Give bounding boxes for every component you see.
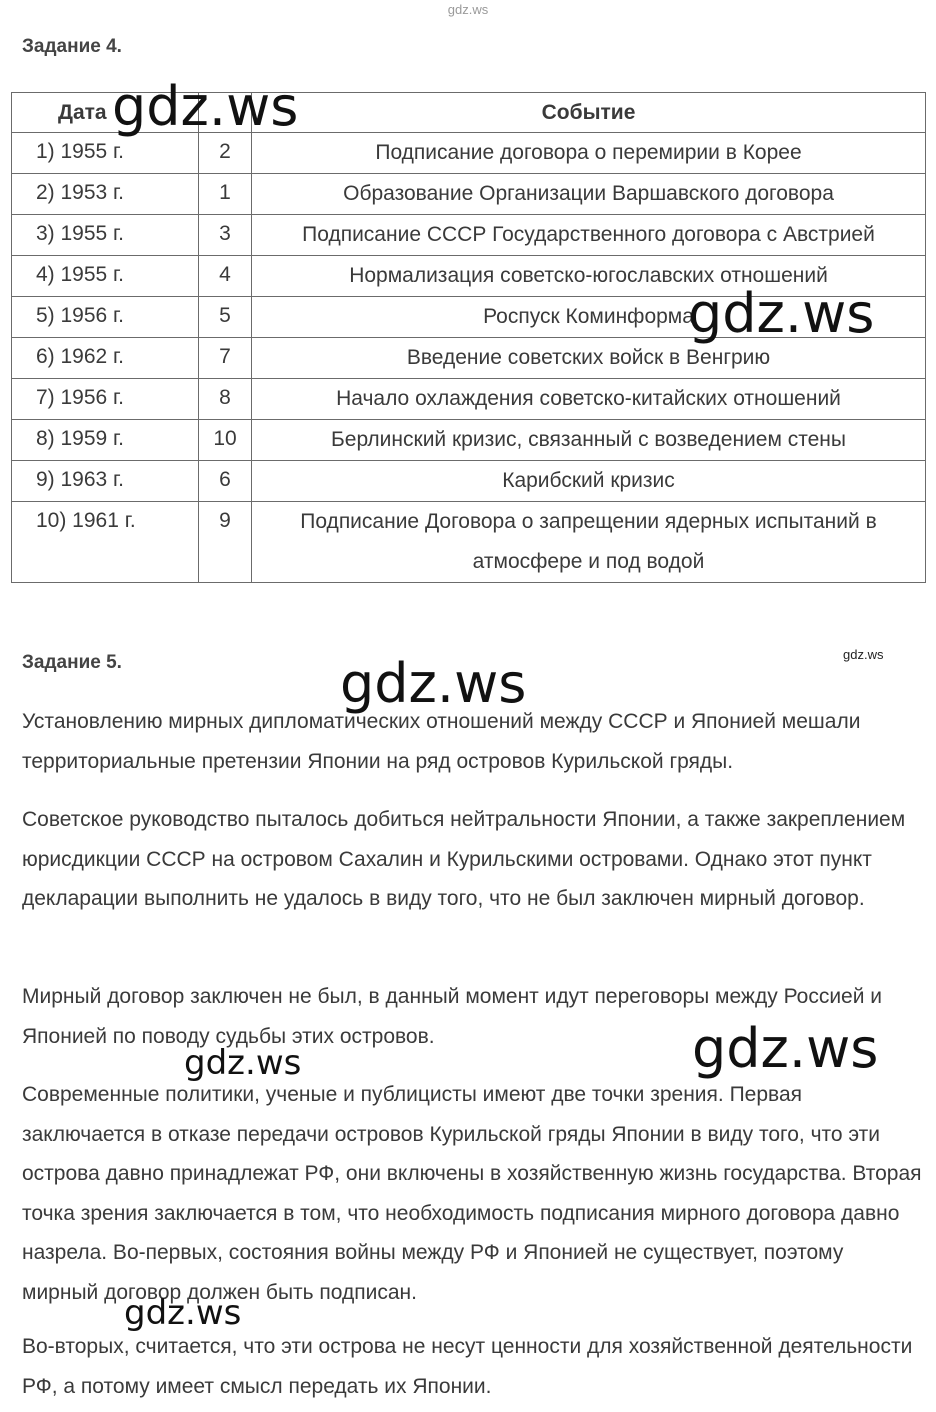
number-cell: 6 [199, 461, 252, 502]
event-cell: Подписание договора о перемирии в Корее [252, 133, 926, 174]
table-row [12, 379, 926, 420]
number-cell: 5 [199, 297, 252, 338]
paragraph-3: Мирный договор заключен не был, в данный момент идут переговоры между Россией и Японией по поводу судьбы этих островов. [22, 985, 883, 1048]
event-cell: Карибский кризис [252, 461, 926, 502]
number-cell: 2 [199, 133, 252, 174]
date-cell: 4) 1955 г. [12, 256, 199, 297]
table-row [12, 133, 926, 174]
table-row [12, 174, 926, 215]
date-cell: 5) 1956 г. [12, 297, 199, 338]
number-cell: 10 [199, 420, 252, 461]
event-cell: Подписание СССР Государственного договора с Австрией [252, 215, 926, 256]
table-row [12, 461, 926, 502]
table-row [12, 420, 926, 461]
number-cell: 1 [199, 174, 252, 215]
watermark-large: gdz.ws [340, 652, 527, 715]
watermark-large: gdz.ws [688, 282, 875, 345]
event-cell: Берлинский кризис, связанный с возведением стены [252, 420, 926, 461]
watermark-top: gdz.ws [447, 2, 489, 17]
paragraph-4: Современные политики, ученые и публицисты имеют две точки зрения. Первая заключается в отказе передачи островов Курильской гряды Японии в виду того, что эти острова давно принадлежат РФ, они включены в хозяйственную жизнь государства. Вторая точка зрения заключается в том, что необходимость подписания мирного договора давно назрела. Во-первых, состояния войны между РФ и Японией не существует, поэтому мирный договор должен быть подписан. [22, 1083, 922, 1304]
paragraph-1: Установлению мирных дипломатических отношений между СССР и Японией мешали территориальные претензии Японии на ряд островов Курильской гряды. [22, 710, 861, 773]
watermark-small-right: gdz.ws [843, 647, 884, 662]
number-cell: 9 [199, 502, 252, 583]
watermark-medium: gdz.ws [124, 1293, 242, 1333]
event-cell: Роспуск Коминформа [252, 297, 926, 338]
watermark-medium: gdz.ws [184, 1043, 302, 1083]
date-cell: 6) 1962 г. [12, 338, 199, 379]
watermark-large: gdz.ws [692, 1017, 879, 1080]
column-header-event: Событие [252, 93, 926, 133]
number-cell: 3 [199, 215, 252, 256]
task5-heading: Задание 5. [22, 652, 122, 673]
watermark-large: gdz.ws [112, 75, 299, 138]
event-cell: Образование Организации Варшавского договора [252, 174, 926, 215]
event-cell: Нормализация советско-югославских отношений [252, 256, 926, 297]
date-cell: 7) 1956 г. [12, 379, 199, 420]
date-cell: 2) 1953 г. [12, 174, 199, 215]
column-header-date: Дата [12, 93, 199, 133]
task4-heading: Задание 4. [22, 36, 122, 57]
paragraph-5: Во-вторых, считается, что эти острова не несут ценности для хозяйственной деятельности РФ, а потому имеет смысл передать их Японии. [22, 1335, 913, 1398]
event-cell: Начало охлаждения советско-китайских отношений [252, 379, 926, 420]
date-cell: 3) 1955 г. [12, 215, 199, 256]
date-cell: 1) 1955 г. [12, 133, 199, 174]
number-cell: 8 [199, 379, 252, 420]
date-cell: 8) 1959 г. [12, 420, 199, 461]
event-cell: Подписание Договора о запрещении ядерных испытаний в атмосфере и под водой [252, 502, 926, 583]
date-cell: 10) 1961 г. [12, 502, 199, 583]
paragraph-2: Советское руководство пыталось добиться нейтральности Японии, а также закреплением юрисдикции СССР на островом Сахалин и Курильскими островами. Однако этот пункт декларации выполнить не удалось в виду того, что не был заключен мирный договор. [22, 808, 906, 910]
table-row [12, 215, 926, 256]
event-cell: Введение советских войск в Венгрию [252, 338, 926, 379]
number-cell: 7 [199, 338, 252, 379]
date-cell: 9) 1963 г. [12, 461, 199, 502]
table-row [12, 502, 926, 583]
number-cell: 4 [199, 256, 252, 297]
